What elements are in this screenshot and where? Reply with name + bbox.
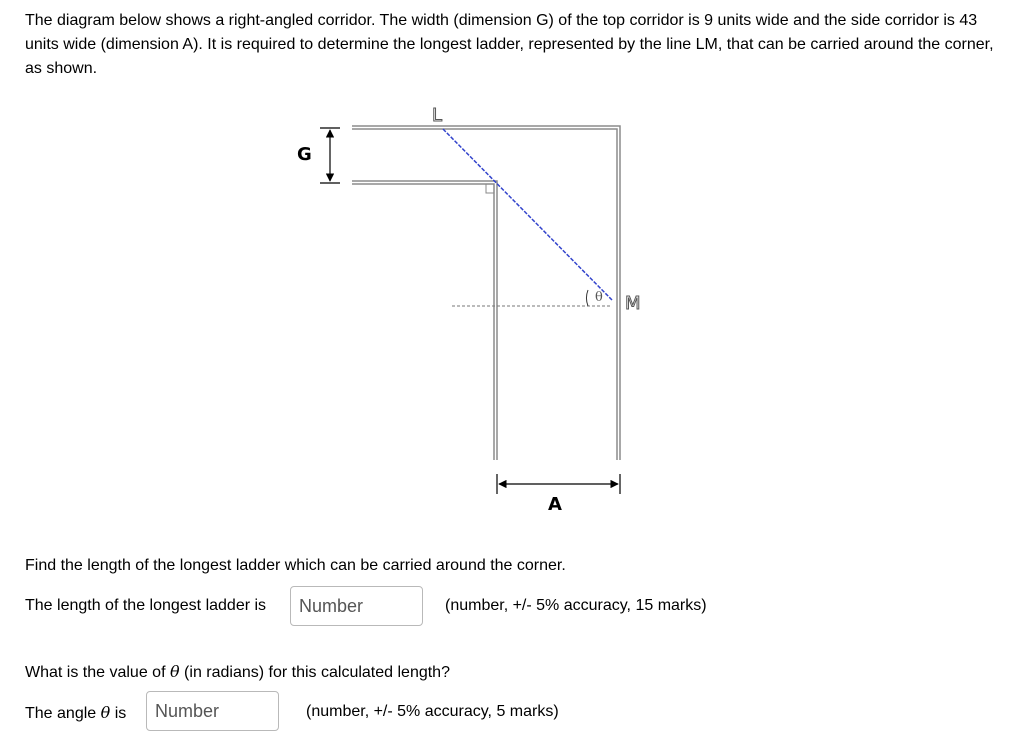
- question-1-label: The length of the longest ladder is: [25, 597, 267, 614]
- question-1-note: (number, +/- 5% accuracy, 15 marks): [445, 597, 707, 614]
- theta-symbol: θ: [169, 662, 180, 681]
- dimension-a: [497, 474, 620, 494]
- question-2-note: (number, +/- 5% accuracy, 5 marks): [306, 703, 559, 720]
- question-2-text: What is the value of θ (in radians) for this calculated length?: [25, 662, 450, 681]
- angle-theta-input[interactable]: [146, 691, 279, 731]
- ladder-length-input[interactable]: [290, 586, 423, 626]
- problem-statement: The diagram below shows a right-angled corridor. The width (dimension G) of the top corridor is 9 units wide and the side corridor is 43 units wide (dimension A). It is required to determine the longest ladder, represented by the line LM, that can be carried around the corner, as shown.: [25, 12, 994, 77]
- question-1-text: Find the length of the longest ladder which can be carried around the corner.: [25, 557, 566, 574]
- theta-arc: [586, 290, 588, 306]
- question-2-label: The angle θ is: [25, 703, 127, 722]
- ladder-line: [443, 129, 612, 300]
- theta-label: θ: [595, 290, 603, 305]
- inner-wall: [352, 181, 497, 460]
- theta-symbol: θ: [100, 703, 111, 722]
- right-angle-marker: [486, 184, 494, 193]
- label-a: A: [548, 494, 562, 515]
- label-l: L: [432, 105, 443, 126]
- label-g: G: [297, 144, 312, 165]
- label-m: M: [625, 293, 641, 314]
- dimension-g: [320, 128, 340, 183]
- outer-wall: [352, 126, 620, 460]
